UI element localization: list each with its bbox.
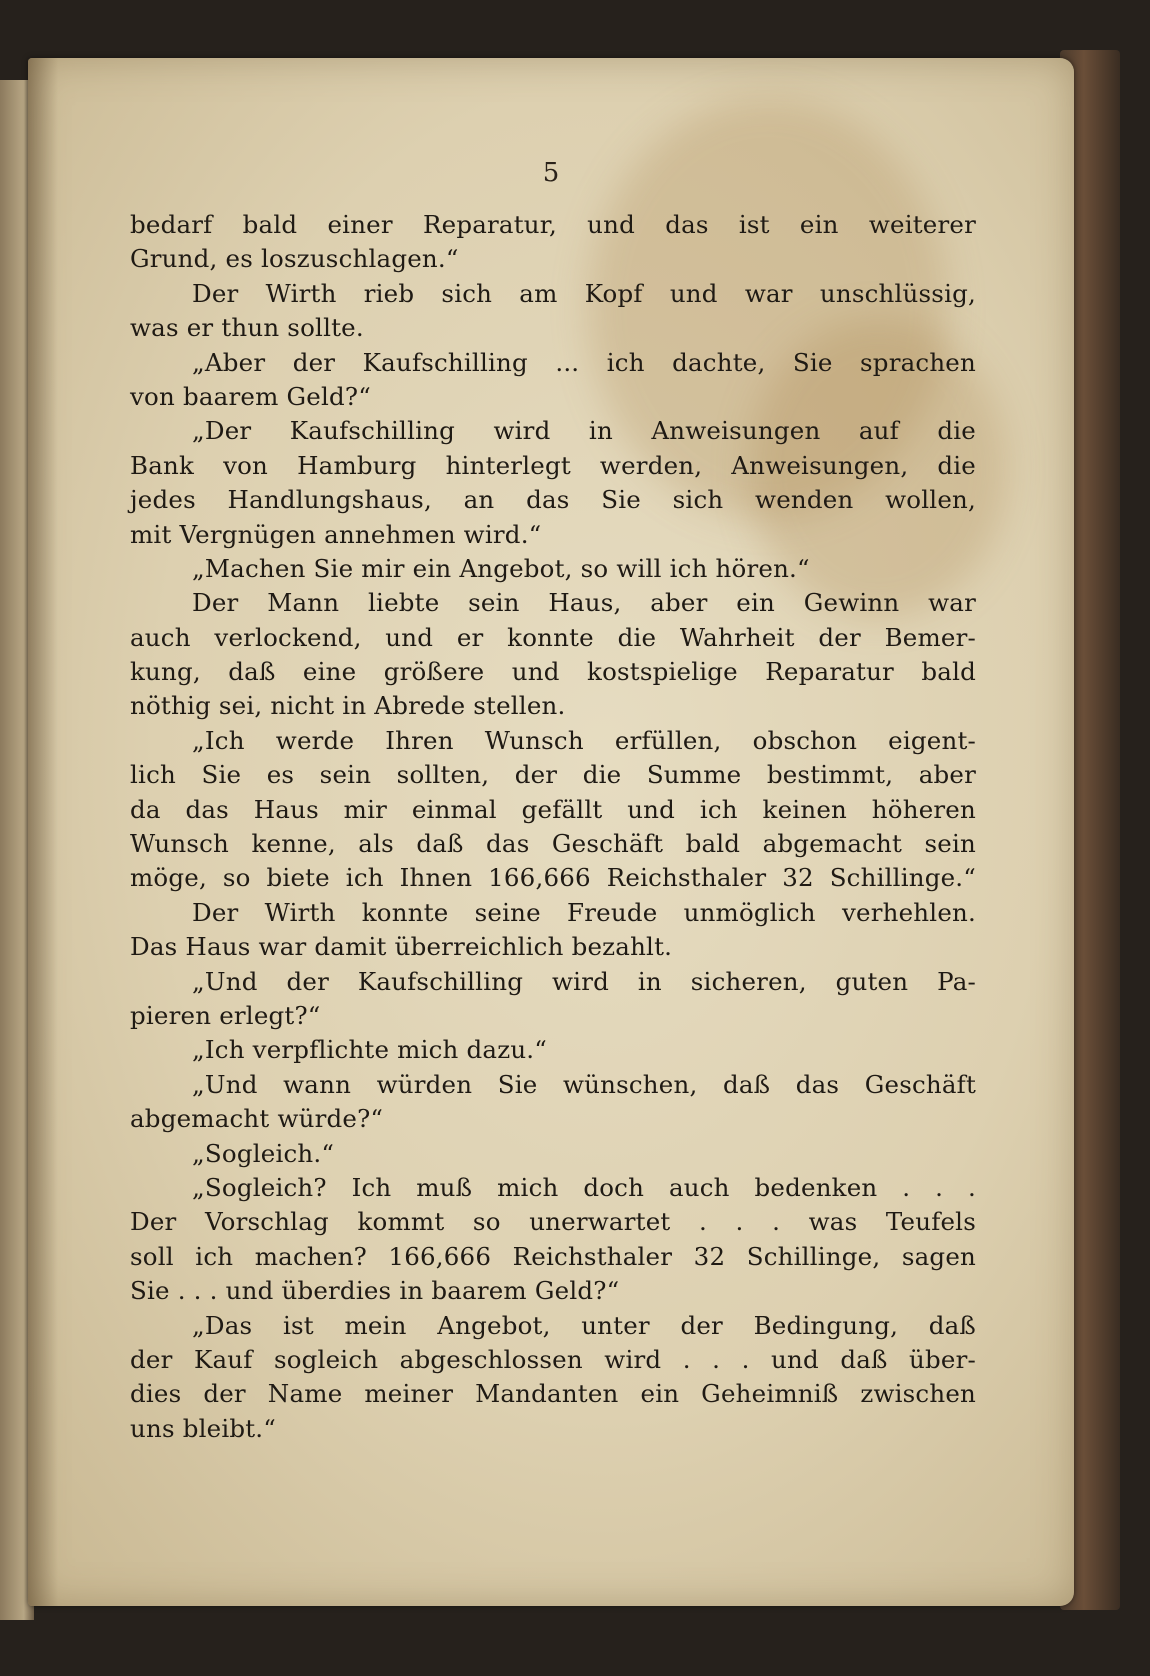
text-line: der Kauf sogleich abgeschlossen wird . . . und daß über-	[130, 1344, 976, 1374]
text-line: nöthig sei, nicht in Abrede stellen.	[130, 691, 566, 721]
page-number: 5	[542, 158, 560, 188]
text-line: „Und wann würden Sie wünschen, daß das Geschäft	[192, 1069, 976, 1099]
page-gutter-shadow	[28, 58, 58, 1606]
text-line: auch verlockend, und er konnte die Wahrheit der Bemer-	[130, 622, 976, 652]
text-line: jedes Handlungshaus, an das Sie sich wenden wollen,	[130, 485, 976, 515]
book-page	[28, 58, 1074, 1606]
text-line: mit Vergnügen annehmen wird.“	[130, 519, 542, 549]
text-line: da das Haus mir einmal gefällt und ich keinen höheren	[130, 794, 976, 824]
text-line: Der Vorschlag kommt so unerwartet . . . was Teufels	[130, 1207, 976, 1237]
text-line: „Ich verpflichte mich dazu.“	[192, 1035, 548, 1065]
text-line: soll ich machen? 166,666 Reichsthaler 32 Schillinge, sagen	[130, 1241, 976, 1271]
text-line: uns bleibt.“	[130, 1413, 277, 1443]
text-line: bedarf bald einer Reparatur, und das ist ein weiterer	[130, 210, 976, 239]
text-line: lich Sie es sein sollten, der die Summe bestimmt, aber	[130, 760, 976, 790]
text-line: möge, so biete ich Ihnen 166,666 Reichsthaler 32 Schillinge.“	[130, 863, 976, 893]
text-line: Sie . . . und überdies in baarem Geld?“	[130, 1276, 620, 1306]
text-line: Der Wirth konnte seine Freude unmöglich verhehlen.	[192, 897, 976, 927]
text-line: „Sogleich? Ich muß mich doch auch bedenken . . .	[192, 1172, 976, 1202]
text-line: „Aber der Kaufschilling ... ich dachte, Sie sprachen	[192, 347, 976, 377]
text-line: „Der Kaufschilling wird in Anweisungen auf die	[192, 416, 976, 446]
body-text	[130, 208, 976, 1446]
text-line: „Ich werde Ihren Wunsch erfüllen, obschon eigent-	[192, 725, 976, 755]
text-line: dies der Name meiner Mandanten ein Geheimniß zwischen	[130, 1379, 976, 1409]
text-line: kung, daß eine größere und kostspielige Reparatur bald	[130, 657, 976, 687]
text-line: „Machen Sie mir ein Angebot, so will ich hören.“	[192, 553, 810, 583]
text-line: von baarem Geld?“	[130, 381, 371, 411]
text-line: Bank von Hamburg hinterlegt werden, Anweisungen, die	[130, 450, 976, 480]
text-line: „Sogleich.“	[192, 1138, 335, 1168]
text-line: abgemacht würde?“	[130, 1104, 384, 1134]
text-line: Wunsch kenne, als daß das Geschäft bald abgemacht sein	[130, 829, 976, 859]
text-line: Das Haus war damit überreichlich bezahlt.	[130, 932, 673, 962]
text-line: Der Wirth rieb sich am Kopf und war unschlüssig,	[192, 278, 976, 308]
text-line: Grund, es loszuschlagen.“	[130, 244, 459, 274]
text-line: pieren erlegt?“	[130, 1000, 321, 1030]
text-line: „Das ist mein Angebot, unter der Bedingung, daß	[192, 1310, 976, 1340]
text-line: Der Mann liebte sein Haus, aber ein Gewinn war	[192, 588, 976, 618]
text-line: was er thun sollte.	[130, 313, 364, 343]
text-line: „Und der Kaufschilling wird in sicheren, guten Pa-	[192, 966, 976, 996]
